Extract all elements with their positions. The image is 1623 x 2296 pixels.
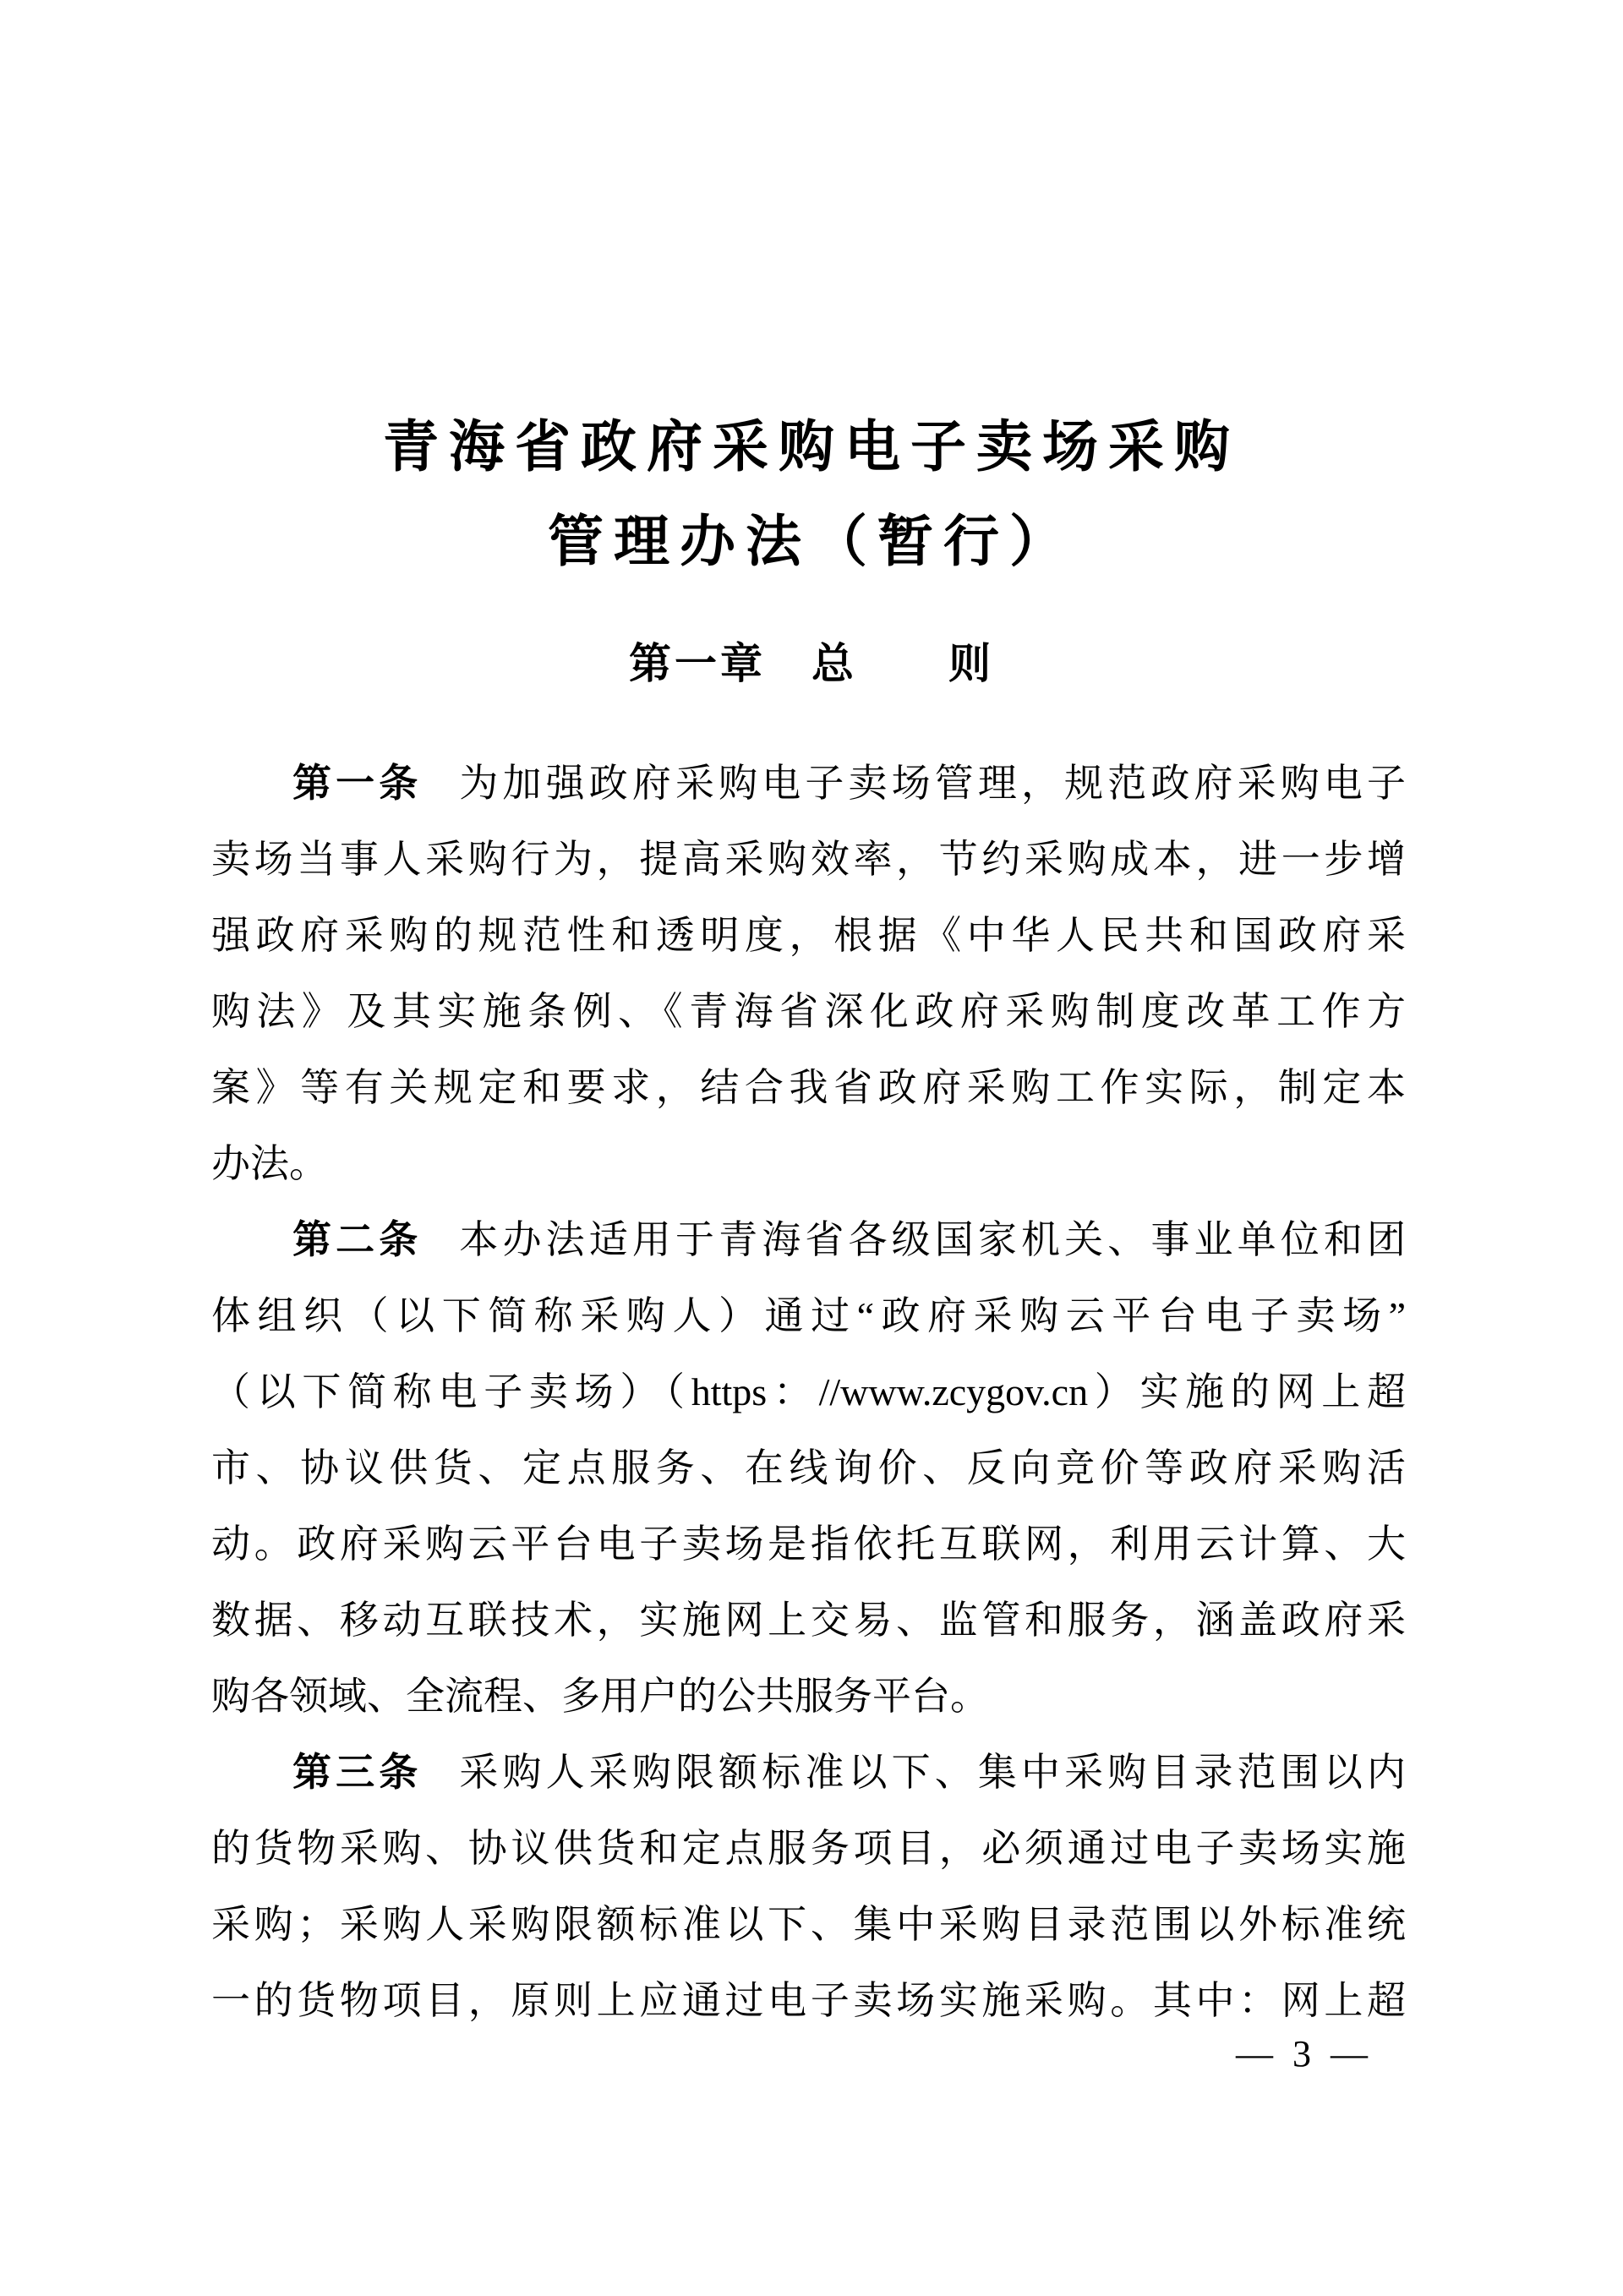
text-line bbox=[211, 1278, 1406, 1354]
text-line bbox=[211, 822, 1406, 898]
line-text: 体组织（以下简称采购人）通过“政府采购云平台电子卖场” bbox=[211, 1294, 1406, 1337]
document-title-line-2: 管理办法（暂行） bbox=[548, 511, 1075, 573]
line-text: 本办法适用于青海省各级国家机关、事业单位和团 bbox=[459, 1218, 1406, 1261]
line-text: 的货物采购、协议供货和定点服务项目，必须通过电子卖场实施 bbox=[211, 1827, 1406, 1870]
text-line bbox=[211, 1963, 1406, 2039]
text-line bbox=[211, 974, 1406, 1050]
line-text: 案》等有关规定和要求，结合我省政府采购工作实际，制定本 bbox=[211, 1066, 1406, 1109]
line-text: 办法。 bbox=[211, 1142, 328, 1185]
page-number: — 3 — bbox=[1236, 2033, 1373, 2075]
text-line bbox=[211, 1202, 1406, 1278]
line-text: 动。政府采购云平台电子卖场是指依托互联网，利用云计算、大 bbox=[211, 1522, 1406, 1566]
article-number-label: 第二条 bbox=[292, 1218, 423, 1261]
text-line bbox=[211, 1887, 1406, 1963]
document-title-line-1: 青海省政府采购电子卖场采购 bbox=[383, 417, 1240, 478]
line-text: 市、协议供货、定点服务、在线询价、反向竞价等政府采购活 bbox=[211, 1446, 1406, 1490]
line-text: 购各领域、全流程、多用户的公共服务平台。 bbox=[211, 1675, 989, 1718]
chapter-heading: 第一章 总 则 bbox=[629, 640, 994, 687]
article-number-label: 第一条 bbox=[292, 762, 423, 805]
line-text: 采购；采购人采购限额标准以下、集中采购目录范围以外标准统 bbox=[211, 1903, 1406, 1946]
line-text: （以下简称电子卖场）（https：//www.zcygov.cn）实施的网上超 bbox=[211, 1370, 1406, 1413]
line-text: 为加强政府采购电子卖场管理，规范政府采购电子 bbox=[459, 762, 1406, 805]
text-line bbox=[211, 1735, 1406, 1811]
line-text: 卖场当事人采购行为，提高采购效率，节约采购成本，进一步增 bbox=[211, 838, 1406, 881]
line-text: 采购人采购限额标准以下、集中采购目录范围以内 bbox=[459, 1751, 1406, 1794]
text-line bbox=[211, 1811, 1406, 1887]
text-line bbox=[211, 1050, 1406, 1126]
text-line bbox=[211, 746, 1406, 822]
document-body bbox=[211, 746, 1406, 2039]
line-text: 一的货物项目，原则上应通过电子卖场实施采购。其中：网上超 bbox=[211, 1979, 1406, 2022]
line-text: 购法》及其实施条例、《青海省深化政府采购制度改革工作方 bbox=[211, 990, 1406, 1033]
article-number-label: 第三条 bbox=[292, 1751, 423, 1794]
text-line bbox=[211, 1659, 1406, 1735]
text-line bbox=[211, 1354, 1406, 1430]
text-line bbox=[211, 1583, 1406, 1659]
text-line bbox=[211, 1430, 1406, 1506]
text-line bbox=[211, 1506, 1406, 1583]
document-title bbox=[0, 401, 1623, 590]
line-text: 数据、移动互联技术，实施网上交易、监管和服务，涵盖政府采 bbox=[211, 1599, 1406, 1642]
text-line bbox=[211, 1126, 1406, 1202]
line-text: 强政府采购的规范性和透明度，根据《中华人民共和国政府采 bbox=[211, 914, 1406, 957]
text-line bbox=[211, 898, 1406, 974]
